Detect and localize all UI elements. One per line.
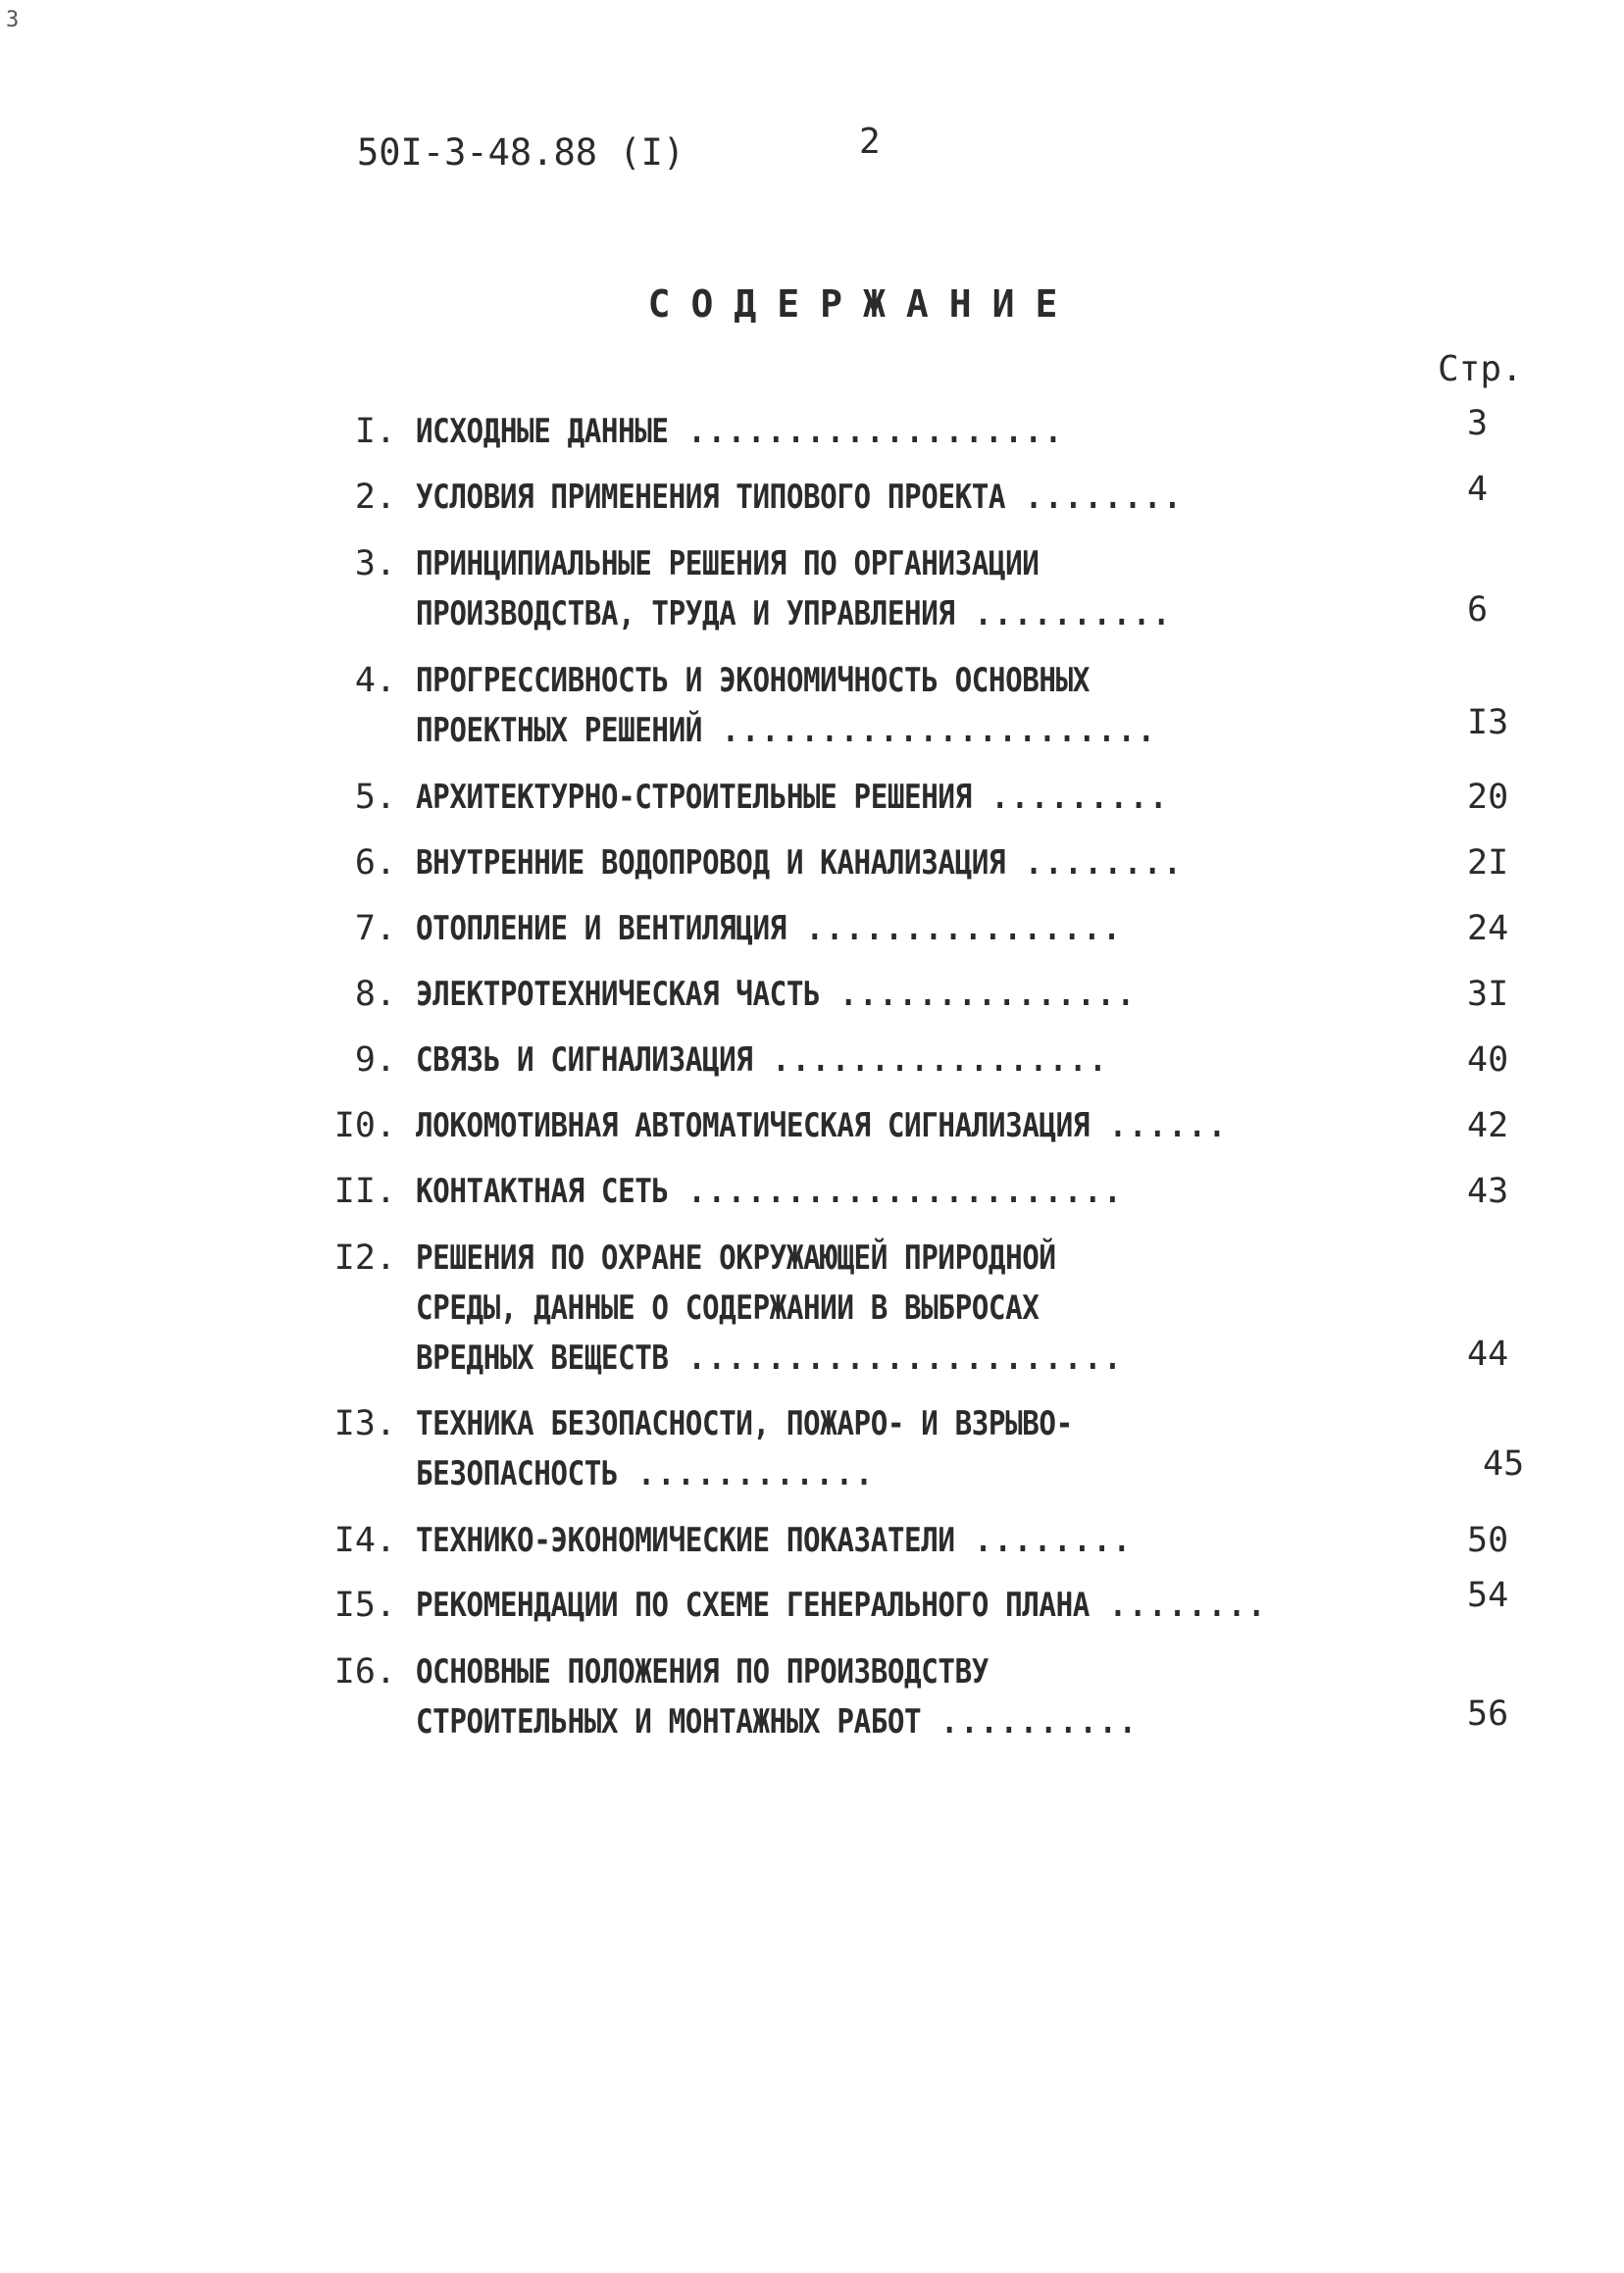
- toc-entry-title-line: РЕШЕНИЯ ПО ОХРАНЕ ОКРУЖАЮЩЕЙ ПРИРОДНОЙ: [416, 1238, 1056, 1278]
- toc-entry-number: 6.: [354, 843, 396, 883]
- toc-leader-dots: ........: [1005, 478, 1184, 517]
- page-number: 2: [859, 122, 881, 162]
- toc-entry-page: 20: [1467, 778, 1509, 817]
- page-column-label: Стр.: [1438, 349, 1523, 389]
- toc-entry-number: I6.: [333, 1652, 396, 1692]
- toc-leader-dots: ......................: [668, 1172, 1124, 1211]
- toc-entry-page: 24: [1467, 909, 1509, 948]
- toc-leader-dots: ...................: [668, 412, 1065, 451]
- toc-leader-dots: ............: [618, 1454, 876, 1493]
- toc-entry-title-line: ПРОЕКТНЫХ РЕШЕНИЙ ......................: [416, 711, 1158, 750]
- toc-entry-title-line: СТРОИТЕЛЬНЫХ И МОНТАЖНЫХ РАБОТ ..........: [416, 1702, 1140, 1742]
- toc-entry-number: 9.: [354, 1040, 396, 1080]
- toc-entry-page: 56: [1467, 1694, 1509, 1734]
- toc-entry-number: II.: [333, 1172, 396, 1211]
- toc-entry-title-line: ЛОКОМОТИВНАЯ АВТОМАТИЧЕСКАЯ СИГНАЛИЗАЦИЯ ......: [416, 1106, 1229, 1145]
- toc-entry-title-line: ТЕХНИКА БЕЗОПАСНОСТИ, ПОЖАРО- И ВЗРЫВО-: [416, 1404, 1073, 1443]
- toc-leader-dots: .................: [752, 1040, 1109, 1080]
- toc-entry-title-line: ПРОГРЕССИВНОСТЬ И ЭКОНОМИЧНОСТЬ ОСНОВНЫХ: [416, 661, 1090, 700]
- toc-leader-dots: ......: [1089, 1106, 1229, 1145]
- toc-entry-title-line: ОТОПЛЕНИЕ И ВЕНТИЛЯЦИЯ ................: [416, 909, 1123, 948]
- toc-entry-page: 50: [1467, 1521, 1509, 1560]
- toc-entry-page: 3: [1467, 404, 1489, 443]
- toc-entry-number: 2.: [354, 478, 396, 517]
- toc-entry-title-line: РЕКОМЕНДАЦИИ ПО СХЕМЕ ГЕНЕРАЛЬНОГО ПЛАНА ........: [416, 1586, 1268, 1625]
- toc-entry-title-line: КОНТАКТНАЯ СЕТЬ ......................: [416, 1172, 1124, 1211]
- toc-entry-title-line: БЕЗОПАСНОСТЬ ............: [416, 1454, 876, 1493]
- toc-entry-title-line: АРХИТЕКТУРНО-СТРОИТЕЛЬНЫЕ РЕШЕНИЯ .........: [416, 778, 1170, 817]
- page-title: СОДЕРЖАНИЕ: [647, 282, 1079, 326]
- toc-entry-title-line: ТЕХНИКО-ЭКОНОМИЧЕСКИЕ ПОКАЗАТЕЛИ ........: [416, 1521, 1134, 1560]
- toc-entry-title-line: ОСНОВНЫЕ ПОЛОЖЕНИЯ ПО ПРОИЗВОДСТВУ: [416, 1652, 989, 1692]
- toc-entry-number: 8.: [354, 975, 396, 1014]
- toc-leader-dots: .........: [971, 778, 1170, 817]
- toc-leader-dots: ................: [786, 909, 1123, 948]
- toc-entry-number: 7.: [354, 909, 396, 948]
- toc-entry-number: 3.: [354, 544, 396, 583]
- toc-entry-number: I3.: [333, 1404, 396, 1443]
- corner-mark: 3: [6, 8, 20, 32]
- toc-entry-page: 6: [1467, 590, 1489, 630]
- toc-leader-dots: ......................: [701, 711, 1158, 750]
- toc-entry-title-line: УСЛОВИЯ ПРИМЕНЕНИЯ ТИПОВОГО ПРОЕКТА ........: [416, 478, 1184, 517]
- toc-entry-page: 2I: [1467, 843, 1509, 883]
- toc-entry-title-line: СРЕДЫ, ДАННЫЕ О СОДЕРЖАНИИ В ВЫБРОСАХ: [416, 1288, 1040, 1328]
- toc-entry-title-line: ВРЕДНЫХ ВЕЩЕСТВ ......................: [416, 1339, 1124, 1378]
- toc-leader-dots: ......................: [668, 1339, 1124, 1378]
- toc-entry-page: 45: [1483, 1444, 1525, 1484]
- toc-entry-number: I5.: [333, 1586, 396, 1625]
- toc-entry-page: 44: [1467, 1335, 1509, 1374]
- toc-leader-dots: ..........: [954, 594, 1173, 633]
- toc-entry-title-line: ВНУТРЕННИЕ ВОДОПРОВОД И КАНАЛИЗАЦИЯ ........: [416, 843, 1184, 883]
- toc-entry-title-line: ИСХОДНЫЕ ДАННЫЕ ...................: [416, 412, 1065, 451]
- toc-entry-number: 4.: [354, 661, 396, 700]
- toc-leader-dots: ........: [954, 1521, 1134, 1560]
- toc-entry-title-line: ПРИНЦИПИАЛЬНЫЕ РЕШЕНИЯ ПО ОРГАНИЗАЦИИ: [416, 544, 1040, 583]
- toc-entry-number: I0.: [333, 1106, 396, 1145]
- toc-entry-title-line: ЭЛЕКТРОТЕХНИЧЕСКАЯ ЧАСТЬ ...............: [416, 975, 1138, 1014]
- document-code: 50I-3-48.88 (I): [357, 131, 685, 174]
- toc-leader-dots: ........: [1089, 1586, 1268, 1625]
- toc-entry-number: I2.: [333, 1238, 396, 1278]
- toc-entry-number: I.: [354, 412, 396, 451]
- toc-entry-title-line: СВЯЗЬ И СИГНАЛИЗАЦИЯ .................: [416, 1040, 1109, 1080]
- toc-leader-dots: ..........: [921, 1702, 1140, 1742]
- toc-leader-dots: ........: [1005, 843, 1184, 883]
- toc-entry-page: 54: [1467, 1576, 1509, 1615]
- toc-entry-page: 3I: [1467, 975, 1509, 1014]
- toc-entry-page: 42: [1467, 1106, 1509, 1145]
- toc-entry-page: I3: [1467, 703, 1509, 742]
- toc-entry-page: 40: [1467, 1040, 1509, 1080]
- toc-leader-dots: ...............: [820, 975, 1138, 1014]
- toc-entry-number: 5.: [354, 778, 396, 817]
- toc-entry-page: 43: [1467, 1172, 1509, 1211]
- toc-entry-page: 4: [1467, 470, 1489, 509]
- toc-entry-number: I4.: [333, 1521, 396, 1560]
- toc-entry-title-line: ПРОИЗВОДСТВА, ТРУДА И УПРАВЛЕНИЯ ..........: [416, 594, 1173, 633]
